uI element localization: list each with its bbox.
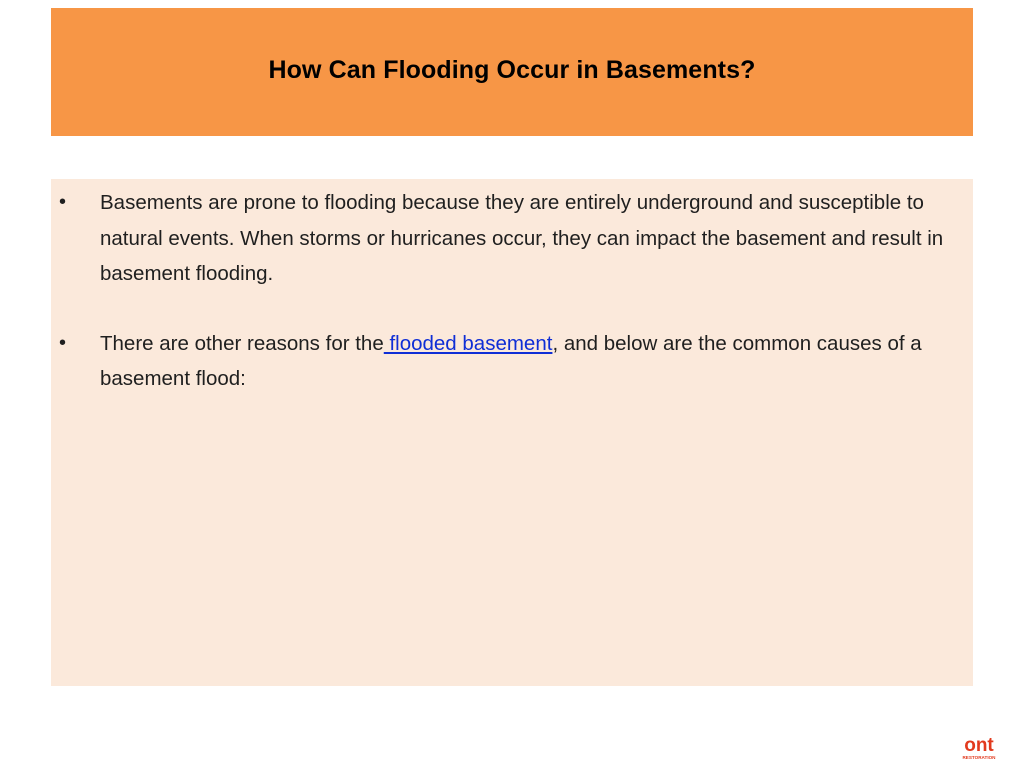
bullet-icon: •: [59, 191, 67, 213]
flooded-basement-link[interactable]: flooded basement: [383, 331, 553, 355]
bullet-list: [51, 185, 973, 397]
content-box: [51, 179, 973, 686]
bullet-item: [51, 326, 973, 397]
bullet-icon: •: [59, 331, 67, 354]
ont-restoration-logo: [956, 732, 1002, 762]
logo-sub-text: RESTORATION: [962, 755, 996, 760]
slide-title: How Can Flooding Occur in Basements?: [268, 55, 756, 84]
bullet-text-after: , and below are the common causes of a basement flood:: [100, 331, 922, 390]
bullet-item: [51, 185, 973, 292]
bullet-text-before: There are other reasons for the: [100, 331, 384, 355]
title-bar: [51, 8, 973, 136]
bullet-text: Basements are prone to flooding because they are entirely underground and susceptible to natural events. When storms or hurricanes occur, they can impact the basement and result in basement flooding.: [100, 191, 944, 285]
logo-brand-text: ont: [964, 735, 994, 756]
